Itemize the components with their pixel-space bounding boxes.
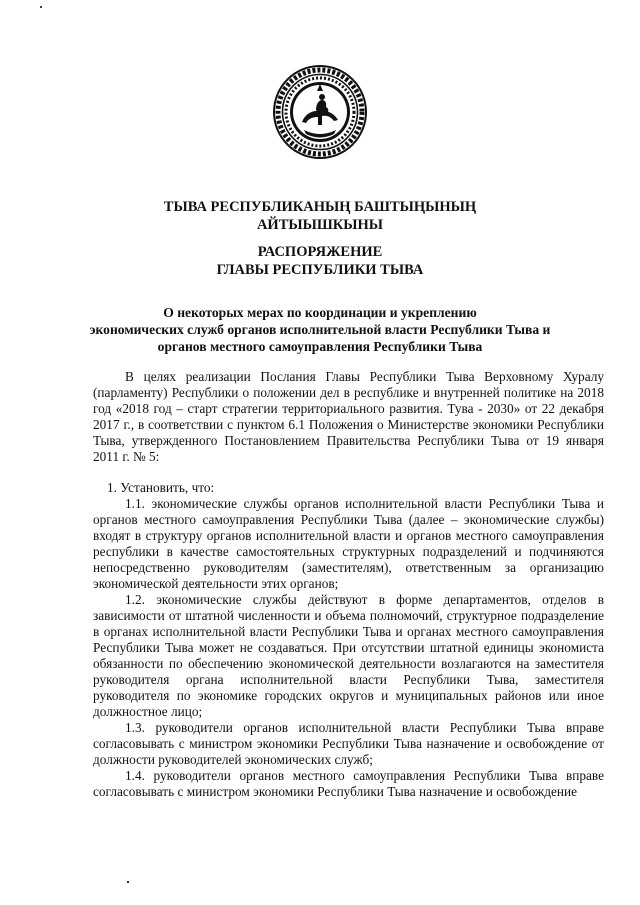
header-tuvan-line-1: ТЫВА РЕСПУБЛИКАНЫҢ БАШТЫҢЫНЫҢ — [163, 199, 477, 215]
document-body — [93, 369, 604, 800]
title-line-2: экономических служб органов исполнительной власти Республики Тыва и — [89, 322, 551, 337]
header-tuvan-line-2: АЙТЫЫШКЫНЫ — [256, 217, 384, 233]
intro-paragraph: В целях реализации Послания Главы Республики Тыва Верховному Хуралу (парламенту) Республики о положении дел в республике и внутренней политике на 2018 год «2018 год – старт стратегии территориального развития. Тува - 2030» от 22 декабря 2017 г., в соответствии с пунктом 6.1 Положения о Министерстве экономики Республики Тыва, утвержденного Постановлением Правительства Республики Тыва от 19 января 2011 г. № 5: — [93, 369, 604, 464]
clause-1-3: 1.3. руководители органов исполнительной власти Республики Тыва вправе согласовывать с министром экономики Республики Тыва назначение и освобождение от должности руководителей экономических служб; — [93, 720, 604, 767]
header-order — [60, 243, 580, 279]
clause-1-4: 1.4. руководители органов местного самоуправления Республики Тыва вправе согласовывать с министром экономики Республики Тыва назначение и освобождение — [93, 768, 604, 799]
tuva-coat-of-arms-icon — [272, 64, 368, 160]
clause-1-1: 1.1. экономические службы органов исполнительной власти Республики Тыва и органов местного самоуправления Республики Тыва (далее – экономические службы) входят в структуру органов исполнительной власти и органов местного самоуправления республики в качестве самостоятельных структурных подразделений и подчиняются непосредственно руководителям (заместителям), ответственным за организацию экономической деятельности этих органов; — [93, 496, 604, 591]
header-tuvan — [60, 198, 580, 234]
scan-speck — [127, 881, 129, 883]
scan-speck — [40, 6, 42, 8]
title-line-1: О некоторых мерах по координации и укреплению — [163, 305, 477, 320]
header-order-line-1: РАСПОРЯЖЕНИЕ — [257, 244, 383, 260]
clause-1-2: 1.2. экономические службы действуют в форме департаментов, отделов в зависимости от штатной численности и объема полномочий, структурное подразделение в органах исполнительной власти Республики Тыва и органах местного самоуправления Республики Тыва может не создаваться. При отсутствии штатной единицы экономиста обязанности по обеспечению экономической деятельности возлагаются на заместителя руководителя органа исполнительной власти Республики Тыва, заместителя руководителя по экономике городских округов и муниципальных районов или иное должностное лицо; — [93, 592, 604, 719]
header-order-line-2: ГЛАВЫ РЕСПУБЛИКИ ТЫВА — [216, 262, 424, 278]
title-line-3: органов местного самоуправления Республики Тыва — [157, 339, 483, 354]
clause-1: 1. Установить, что: — [107, 480, 215, 495]
document-title — [70, 304, 570, 355]
